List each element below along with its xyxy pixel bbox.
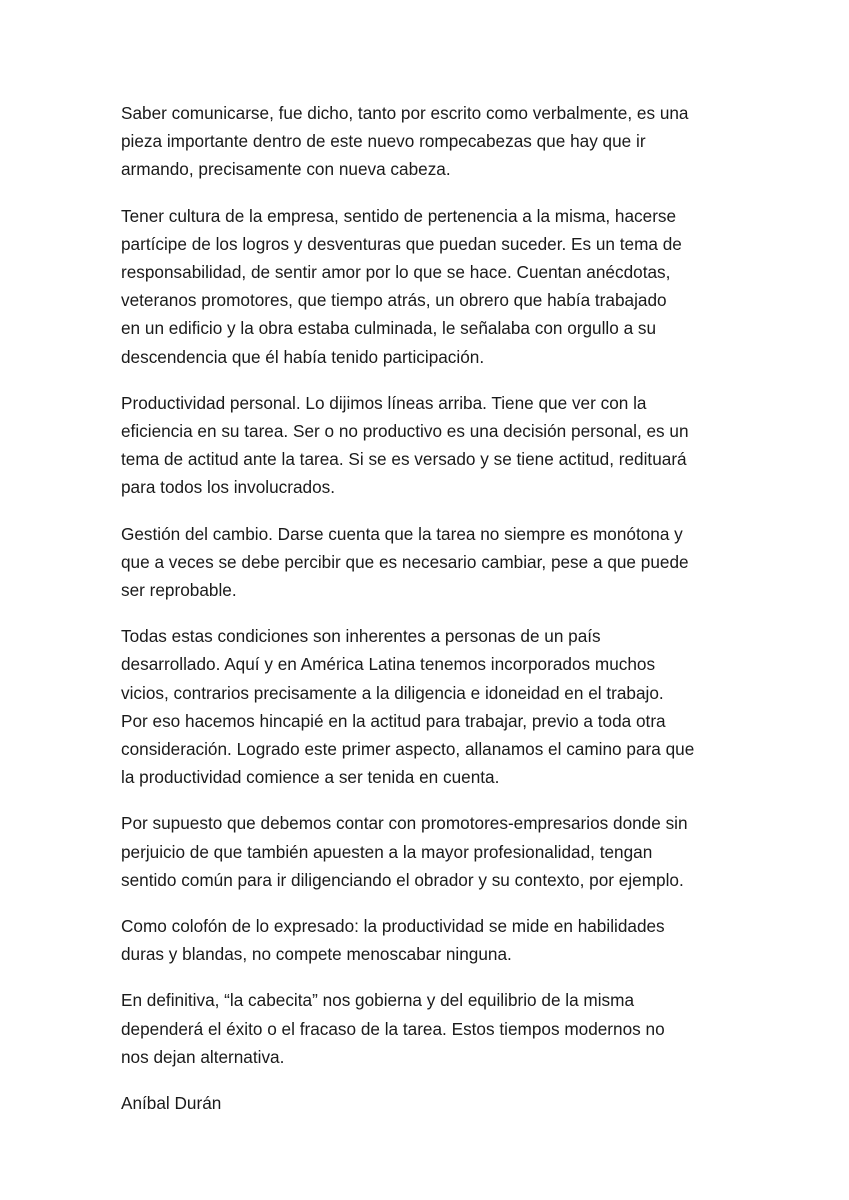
- paragraph-communication: Saber comunicarse, fue dicho, tanto por escrito como verbalmente, es una pieza importante dentro de este nuevo rompecabezas que hay que ir armando, precisamente con nueva cabeza.: [121, 103, 689, 180]
- paragraph-personal-productivity: Productividad personal. Lo dijimos líneas arriba. Tiene que ver con la eficiencia en su tarea. Ser o no productivo es una decisión personal, es un tema de actitud ante la tarea. Si se es versado y se tiene actitud, redituará para todos los involucrados.: [121, 392, 689, 498]
- paragraph-promoters: Por supuesto que debemos contar con promotores-empresarios donde sin perjuicio de que también apuesten a la mayor profesionalidad, tengan sentido común para ir diligenciando el obrador y su contexto, por ejemplo.: [121, 813, 688, 890]
- paragraph-conclusion: Como colofón de lo expresado: la productividad se mide en habilidades duras y blandas, no compete menoscabar ninguna.: [121, 916, 665, 965]
- paragraph-developed-country: Todas estas condiciones son inherentes a personas de un país desarrollado. Aquí y en América Latina tenemos incorporados muchos vicios, contrarios precisamente a la diligencia e idoneidad en el trabajo. Por eso hacemos hincapié en la actitud para trabajar, previo a toda otra consideración. Logrado este primer aspecto, allanamos el camino para que la productividad comience a ser tenida en cuenta.: [121, 626, 695, 788]
- paragraph-change-management: Gestión del cambio. Darse cuenta que la tarea no siempre es monótona y que a veces se debe percibir que es necesario cambiar, pese a que puede ser reprobable.: [121, 523, 689, 601]
- paragraph-final: En definitiva, “la cabecita” nos gobierna y del equilibrio de la misma dependerá el éxito o el fracaso de la tarea. Estos tiempos modernos no nos dejan alternativa.: [121, 990, 665, 1067]
- author-signature: Aníbal Durán: [121, 1093, 222, 1114]
- paragraph-company-culture: Tener cultura de la empresa, sentido de pertenencia a la misma, hacerse partícipe de los logros y desventuras que puedan suceder. Es un tema de responsabilidad, de sentir amor por lo que se hace. Cuentan anécdotas, veteranos promotores, que tiempo atrás, un obrero que había trabajado en un edificio y la obra estaba culminada, le señalaba con orgullo a su descendencia que él había tenido participación.: [121, 205, 682, 367]
